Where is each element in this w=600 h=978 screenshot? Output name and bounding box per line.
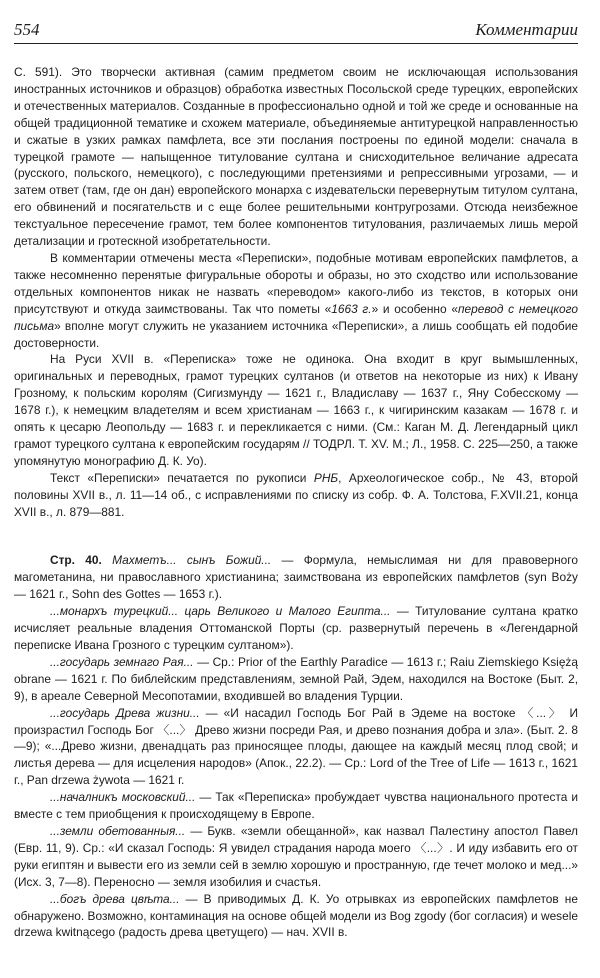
note-entry: ...началникъ московский... — Так «Переписка» пробуждает чувства национального протеста и вместе с тем приобщения к происходящему в Европе.	[14, 790, 578, 822]
paragraph-3: На Руси XVII в. «Переписка» тоже не одинока. Она входит в круг вымышленных, оригинальных и переводных, грамот турецких султанов (и ответов на некоторые из них) к Ивану Грозному, к польским королям (Сигизмунду — 1621 г., Владиславу — 1637 г., Яну Собесскому — 1678 г.), к немецким владетелям и всем христианам — 1663 г., к чигиринским казакам — 1678 г. и опять к цесарю Леопольду — 1683 г. и перекликается с ними. (См.: Каган М. Д. Легендарный цикл грамот турецкого султана к европейским государям // ТОДРЛ. Т. XV. М.; Л., 1958. С. 225—250, а также упомянутую монографию Д. К. Уо).	[14, 352, 578, 468]
note-lemma: ...земли обетованныя...	[50, 823, 186, 838]
note-entry: ...государь Древа жизни... — «И насадил Господь Бог Рай в Эдеме на востоке 〈...〉 И произрастил Господь Бог 〈...〉 Древо жизни посреди Рая, и древо познания добра и зла». (Быт. 2. 8—9); «...Древо жизни, двенадцать раз приносящее плоды, дающее на каждый месяц плод свой; и листья дерева — для исцеления народов» (Апок., 22.2). — Ср.: Lord of the Tree of Life — 1613 г., 1621 г., Pan drzewa żywota — 1621 г.	[14, 705, 578, 788]
note-lemma: Махметъ... сынъ Божий...	[112, 553, 272, 568]
note-page-label: Стр. 40.	[50, 553, 102, 568]
paragraph-4: Текст «Переписки» печатается по рукописи РНБ, Археологическое собр., № 43, второй половины XVII в., л. 11—14 об., с исправлениями по списку из собр. Ф. А. Толстова, F.XVII.21, конца XVII в., л. 879—881.	[14, 470, 578, 519]
section-gap	[14, 520, 578, 552]
paragraph-1: С. 591). Это творчески активная (самим предметом своим не исключающая использования иностранных источников и образцов) обработка известных Посольской среде турецких, европейских и отечественных материалов. Созданные в профессионально одной и той же среде и основанные на общей традиционной тематике и схожем материале, объединяемые антитурецкой направленностью и сжатые в узких рамках памфлета, все эти послания построены по единой модели: сначала в турецкой грамоте — напыщенное титулование султана и снисходительное величание адресата (русского, польского, немецкого), с последующими претензиями и репрессивными угрозами, — и затем ответ (там, где он дан) европейского монарха с издевательски перевернутым титулом султана, его обвинений и посягательств и с еще более решительными контругрозами. Отсюда неизбежное текстуальное пересечение грамот, тем более компонентов титулования, различаемых лишь мерой детализации и гротескной изобретательности.	[14, 65, 578, 249]
note-lemma: ...началникъ московский...	[50, 790, 196, 805]
note-lemma: ...богъ древа цвѣта...	[50, 891, 180, 906]
paragraph-2: В комментарии отмечены места «Переписки», подобные мотивам европейских памфлетов, а также несомненно перенятые фигуральные обороты и образы, но это сходство или использование отдельных компонентов никак не назвать «переводом» какого-либо из текстов, в которых они присутствуют и откуда заимствованы. Так что пометы «1663 г.» и особенно «перевод с немецкого письма» вполне могут служить не указанием источника «Переписки», а лишь сообщать ей подобие достоверности.	[14, 250, 578, 350]
note-lemma: ...государь Древа жизни...	[50, 705, 200, 720]
note-entry: Стр. 40. Махметъ... сынъ Божий... — Формула, немыслимая ни для правоверного магометанина, ни православного христианина; заимствована из европейских памфлетов (syn Boży — 1621 г., Sohn des Gottes — 1653 г.).	[14, 553, 578, 602]
note-entry: ...богъ древа цвѣта... — В приводимых Д. К. Уо отрывках из европейских памфлетов не обнаружено. Возможно, контаминация на основе общей модели из Bog zgody (бог согласия) и wesele drzewa kwitnącego (радость древа цветущего) — нач. XVII в.	[14, 891, 578, 940]
note-entry: ...земли обетованныя... — Букв. «земли обещанной», как назвал Палестину апостол Павел (Евр. 11, 9). Ср.: «И сказал Господь: Я увидел страдания народа моего 〈...〉. И иду избавить его от руки египтян и вывести его из земли сей в землю хорошую и пространную, где течет молоко и мед...» (Исх. 3, 7—8). Переносно — земля изобилия и счастья.	[14, 823, 578, 889]
note-lemma: ...государь земнаго Рая...	[50, 654, 194, 669]
page-header	[14, 14, 578, 44]
note-lemma: ...монархъ турецкий... царь Великого и Малого Египта...	[50, 604, 391, 619]
page-body	[14, 64, 578, 941]
note-entry: ...монархъ турецкий... царь Великого и Малого Египта... — Титулование султана кратко исчисляет реальные владения Оттоманской Порты (ср. развернутый перечень в «Легендарной переписке Ивана Грозного с турецким султаном»).	[14, 604, 578, 652]
page-number: 554	[14, 20, 40, 39]
running-title: Комментарии	[475, 20, 578, 39]
note-entry: ...государь земнаго Рая... — Ср.: Prior of the Earthly Paradice — 1613 г.; Raiu Ziemskiego Księżą obrane — 1621 г. По библейским представлениям, земной Рай, Эдем, находился на Востоке (Быт. 2, 9), в ареале Северной Месопотамии, входившей во владения Турции.	[14, 654, 578, 703]
